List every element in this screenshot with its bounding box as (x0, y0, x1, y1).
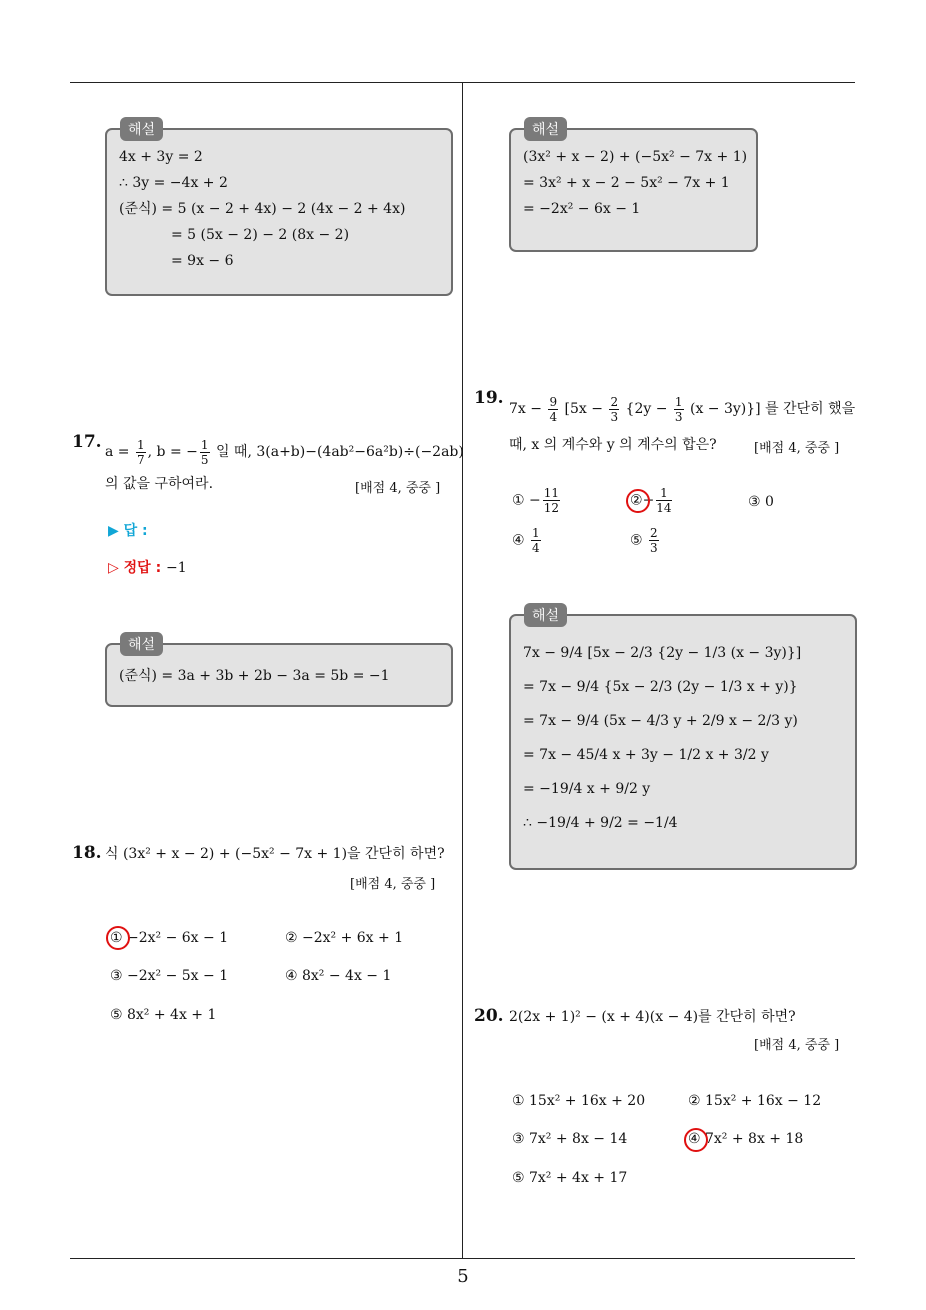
option-sign: − (642, 492, 655, 509)
option-2[interactable]: ② 15x² + 16x − 12 (688, 1093, 822, 1109)
solution-line: = −2x² − 6x − 1 (523, 201, 641, 217)
solution-line: (준식) = 3a + 3b + 2b − 3a = 5b = −1 (119, 668, 390, 684)
denominator: 5 (200, 452, 209, 467)
option-3[interactable]: ③ −2x² − 5x − 1 (110, 968, 229, 984)
option-2[interactable]: ② −2x² + 6x + 1 (285, 930, 404, 946)
option-symbol: ② (630, 492, 643, 509)
solution-line: (준식) = 5 (x − 2 + 4x) − 2 (4x − 2 + 4x) (119, 201, 406, 217)
fraction (531, 526, 541, 555)
correct-answer-label: ▷ 정답 : (108, 560, 162, 576)
option-3[interactable]: ③ 0 (748, 494, 774, 510)
q17-text: , b = − (147, 444, 198, 460)
q17-text: 일 때, 3(a+b)−(4ab²−6a²b)÷(−2ab) (211, 444, 464, 460)
solution-line: ∴ 3y = −4x + 2 (119, 175, 228, 191)
option-1[interactable]: ① 15x² + 16x + 20 (512, 1093, 646, 1109)
denominator: 3 (610, 409, 619, 424)
option-5[interactable]: ⑤ 8x² + 4x + 1 (110, 1007, 217, 1023)
denominator: 4 (549, 409, 558, 424)
question-number-20: 20. (474, 1006, 504, 1026)
question-20-text: 2(2x + 1)² − (x + 4)(x − 4)를 간단히 하면? (509, 1009, 796, 1025)
answer-label: ▶ 답 : (108, 523, 148, 539)
solution-line: = 9x − 6 (171, 253, 234, 269)
q19-expr: [5x − (564, 401, 603, 417)
option-5[interactable] (630, 526, 661, 555)
question-18-text: 식 (3x² + x − 2) + (−5x² − 7x + 1)을 간단히 하면? (105, 846, 445, 862)
fraction (656, 486, 671, 515)
solution-box-16 (105, 128, 453, 296)
selected-answer-circle (626, 489, 650, 513)
page-number: 5 (457, 1266, 469, 1287)
option-4[interactable] (512, 526, 543, 555)
score-mark: [배점 4, 중중 ] (754, 1038, 840, 1053)
q19-expr: 7x − (509, 401, 542, 417)
column-divider (462, 83, 463, 1258)
fraction (548, 395, 558, 424)
option-5[interactable]: ⑤ 7x² + 4x + 17 (512, 1170, 628, 1186)
numerator: 1 (674, 394, 683, 409)
solution-line: (3x² + x − 2) + (−5x² − 7x + 1) (523, 149, 748, 165)
question-number-19: 19. (474, 388, 504, 408)
question-number-17: 17. (72, 432, 102, 452)
solution-box-19 (509, 614, 857, 870)
denominator: 14 (656, 501, 672, 515)
fraction (543, 486, 560, 515)
option-1[interactable] (512, 486, 562, 515)
question-17-line1 (105, 436, 464, 468)
q19-tail: 를 간단히 했을 (760, 401, 856, 417)
solution-line: = 7x − 45/4 x + 3y − 1/2 x + 3/2 y (523, 747, 769, 763)
denominator: 4 (532, 541, 540, 555)
option-1[interactable]: ① −2x² − 6x − 1 (110, 930, 229, 946)
denominator: 3 (650, 541, 658, 555)
solution-tag: 해설 (524, 117, 567, 141)
option-symbol: ① − (512, 492, 541, 509)
solution-line: = 3x² + x − 2 − 5x² − 7x + 1 (523, 175, 730, 191)
fraction (649, 526, 659, 555)
numerator: 1 (656, 486, 671, 501)
option-4[interactable]: ④ 8x² − 4x − 1 (285, 968, 392, 984)
selected-answer-circle (106, 926, 130, 950)
solution-tag: 해설 (120, 117, 163, 141)
q19-expr: (x − 3y)}] (689, 401, 761, 417)
solution-line: = 7x − 9/4 (5x − 4/3 y + 2/9 x − 2/3 y) (523, 713, 798, 729)
option-symbol: ④ (512, 532, 525, 549)
score-mark: [배점 4, 중중 ] (355, 481, 441, 496)
solution-box-prev (509, 128, 758, 252)
numerator: 1 (532, 526, 540, 540)
option-3[interactable]: ③ 7x² + 8x − 14 (512, 1131, 628, 1147)
score-mark: [배점 4, 중중 ] (754, 441, 840, 456)
numerator: 2 (610, 394, 619, 409)
numerator: 1 (200, 437, 209, 452)
numerator: 2 (650, 526, 658, 540)
denominator: 3 (674, 409, 683, 424)
q19-expr: {2y − (625, 401, 668, 417)
solution-line: = 7x − 9/4 {5x − 2/3 (2y − 1/3 x + y)} (523, 679, 798, 695)
question-19-line2: 때, x 의 계수와 y 의 계수의 합은? (509, 437, 717, 453)
solution-tag: 해설 (120, 632, 163, 656)
score-mark: [배점 4, 중중 ] (350, 877, 436, 892)
question-19-line1 (509, 393, 855, 425)
option-symbol: ⑤ (630, 532, 643, 549)
solution-line: ∴ −19/4 + 9/2 = −1/4 (523, 815, 678, 831)
solution-line: 4x + 3y = 2 (119, 149, 203, 165)
solution-tag: 해설 (524, 603, 567, 627)
selected-answer-circle (684, 1128, 708, 1152)
solution-line: = 5 (5x − 2) − 2 (8x − 2) (171, 227, 350, 243)
denominator: 7 (136, 452, 145, 467)
option-4[interactable]: ④ 7x² + 8x + 18 (688, 1131, 804, 1147)
denominator: 12 (543, 501, 560, 515)
correct-answer (108, 557, 187, 577)
question-17-line2: 의 값을 구하여라. (105, 476, 214, 492)
fraction (674, 395, 684, 424)
numerator: 11 (543, 486, 560, 500)
numerator: 1 (136, 437, 145, 452)
solution-line: = −19/4 x + 9/2 y (523, 781, 651, 797)
numerator: 9 (549, 394, 558, 409)
question-number-18: 18. (72, 843, 102, 863)
q17-text: a = (105, 444, 130, 460)
solution-line: 7x − 9/4 [5x − 2/3 {2y − 1/3 (x − 3y)}] (523, 645, 802, 661)
fraction (200, 438, 210, 467)
fraction (609, 395, 619, 424)
fraction (136, 438, 146, 467)
bottom-rule (70, 1258, 855, 1259)
correct-answer-value: −1 (166, 560, 187, 576)
